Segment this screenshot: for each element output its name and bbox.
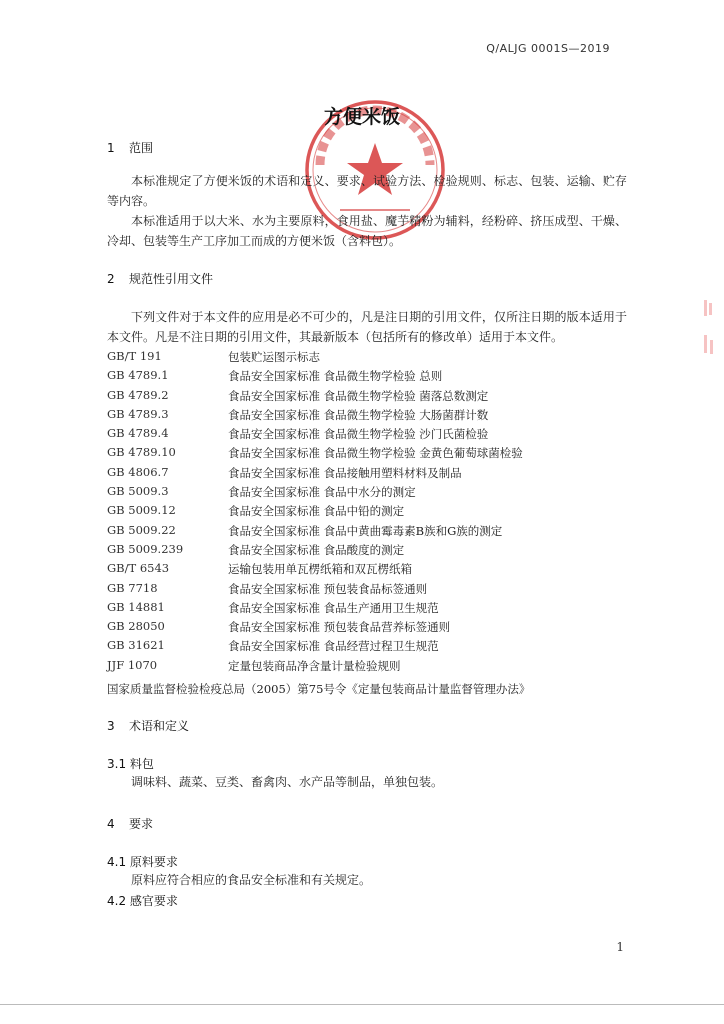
list-item	[107, 445, 627, 464]
list-item	[107, 542, 627, 561]
subsection-heading-3-1: 3.1 料包	[107, 757, 154, 771]
list-item	[107, 484, 627, 503]
section-heading-requirements	[107, 815, 153, 832]
section-heading-terms	[107, 717, 189, 734]
section-number: 2	[107, 272, 115, 286]
raw-material-requirement: 原料应符合相应的食品安全标准和有关规定。	[131, 873, 372, 887]
ref-code: GB 4806.7	[107, 464, 169, 479]
list-item	[107, 523, 627, 542]
subsection-heading-4-2: 4.2 感官要求	[107, 894, 178, 908]
ref-title: 食品安全国家标准 预包装食品标签通则	[228, 581, 428, 596]
ref-title: 食品安全国家标准 食品接触用塑料材料及制品	[228, 465, 462, 480]
section-heading-refs	[107, 270, 213, 287]
ref-code: GB/T 6543	[107, 561, 170, 576]
list-item	[107, 368, 627, 387]
list-item	[107, 407, 627, 426]
standard-code: Q/ALJG 0001S—2019	[486, 42, 610, 55]
ref-code: GB 4789.10	[107, 445, 176, 460]
ref-title: 食品安全国家标准 食品中黄曲霉毒素B族和G族的测定	[228, 523, 503, 538]
list-item	[107, 658, 627, 677]
ref-code: GB 5009.3	[107, 484, 169, 499]
ref-code: GB 31621	[107, 638, 165, 653]
list-item	[107, 388, 627, 407]
section-title: 范围	[129, 141, 154, 155]
list-item	[107, 426, 627, 445]
list-item	[107, 638, 627, 657]
section-title: 规范性引用文件	[129, 272, 214, 286]
subsection-heading-4-1: 4.1 原料要求	[107, 855, 178, 869]
ref-title: 定量包装商品净含量计量检验规则	[228, 658, 401, 673]
ref-code: GB 4789.3	[107, 406, 169, 421]
ref-title: 食品安全国家标准 食品微生物学检验 总则	[228, 369, 443, 384]
ref-title: 食品安全国家标准 食品中水分的测定	[228, 485, 416, 500]
ref-code: GB 7718	[107, 580, 158, 595]
section-title: 术语和定义	[129, 719, 190, 733]
ref-code: GB 4789.4	[107, 426, 169, 441]
page-number: 1	[616, 940, 624, 954]
bottom-rule	[0, 1004, 724, 1005]
ref-code: JJF 1070	[107, 657, 158, 672]
refs-intro: 下列文件对于本文件的应用是必不可少的，凡是注日期的引用文件，仅所注日期的版本适用于本文件。凡是不注日期的引用文件，其最新版本（包括所有的修改单）适用于本文件。	[107, 310, 627, 344]
side-stamp-icon	[700, 295, 720, 375]
list-item	[107, 503, 627, 522]
list-item	[107, 619, 627, 638]
document-title: 方便米饭	[323, 106, 400, 128]
ref-code: GB 14881	[107, 599, 165, 614]
list-item	[107, 600, 627, 619]
refs-note: 国家质量监督检验检疫总局（2005）第75号令《定量包装商品计量监督管理办法》	[107, 682, 531, 696]
ref-title: 包装贮运图示标志	[228, 350, 320, 364]
ref-title: 食品安全国家标准 食品微生物学检验 金黄色葡萄球菌检验	[228, 446, 523, 461]
ref-code: GB 4789.1	[107, 368, 169, 383]
ref-title: 食品安全国家标准 食品经营过程卫生规范	[228, 639, 439, 654]
list-item	[107, 561, 627, 580]
reference-list	[107, 349, 627, 677]
ref-title: 食品安全国家标准 食品中铅的测定	[228, 504, 405, 519]
ref-title: 食品安全国家标准 食品微生物学检验 菌落总数测定	[228, 388, 489, 403]
list-item	[107, 465, 627, 484]
scope-paragraph-1: 本标准规定了方便米饭的术语和定义、要求、试验方法、检验规则、标志、包装、运输、贮存等内容。	[107, 174, 627, 208]
section-number: 4	[107, 817, 115, 831]
ref-code: GB/T 191	[107, 349, 162, 363]
list-item	[107, 581, 627, 600]
ref-code: GB 4789.2	[107, 387, 169, 402]
terms-definition: 调味料、蔬菜、豆类、畜禽肉、水产品等制品，单独包装。	[131, 775, 444, 789]
ref-title: 食品安全国家标准 食品微生物学检验 沙门氏菌检验	[228, 427, 489, 442]
ref-title: 食品安全国家标准 食品酸度的测定	[228, 542, 405, 557]
scope-paragraph-2: 本标准适用于以大米、水为主要原料，食用盐、魔芋精粉为辅料，经粉碎、挤压成型、干燥、冷却、包装等生产工序加工而成的方便米饭（含料包）。	[107, 214, 627, 248]
ref-code: GB 5009.22	[107, 522, 176, 537]
ref-code: GB 28050	[107, 619, 165, 634]
section-heading-scope	[107, 139, 153, 156]
ref-title: 食品安全国家标准 预包装食品营养标签通则	[228, 620, 451, 635]
ref-title: 食品安全国家标准 食品微生物学检验 大肠菌群计数	[228, 407, 489, 422]
ref-code: GB 5009.12	[107, 503, 176, 518]
ref-code: GB 5009.239	[107, 541, 184, 556]
section-number: 3	[107, 719, 115, 733]
ref-title: 运输包装用单瓦楞纸箱和双瓦楞纸箱	[228, 562, 412, 577]
list-item	[107, 349, 627, 368]
section-number: 1	[107, 141, 115, 155]
ref-title: 食品安全国家标准 食品生产通用卫生规范	[228, 600, 439, 615]
section-title: 要求	[129, 817, 154, 831]
